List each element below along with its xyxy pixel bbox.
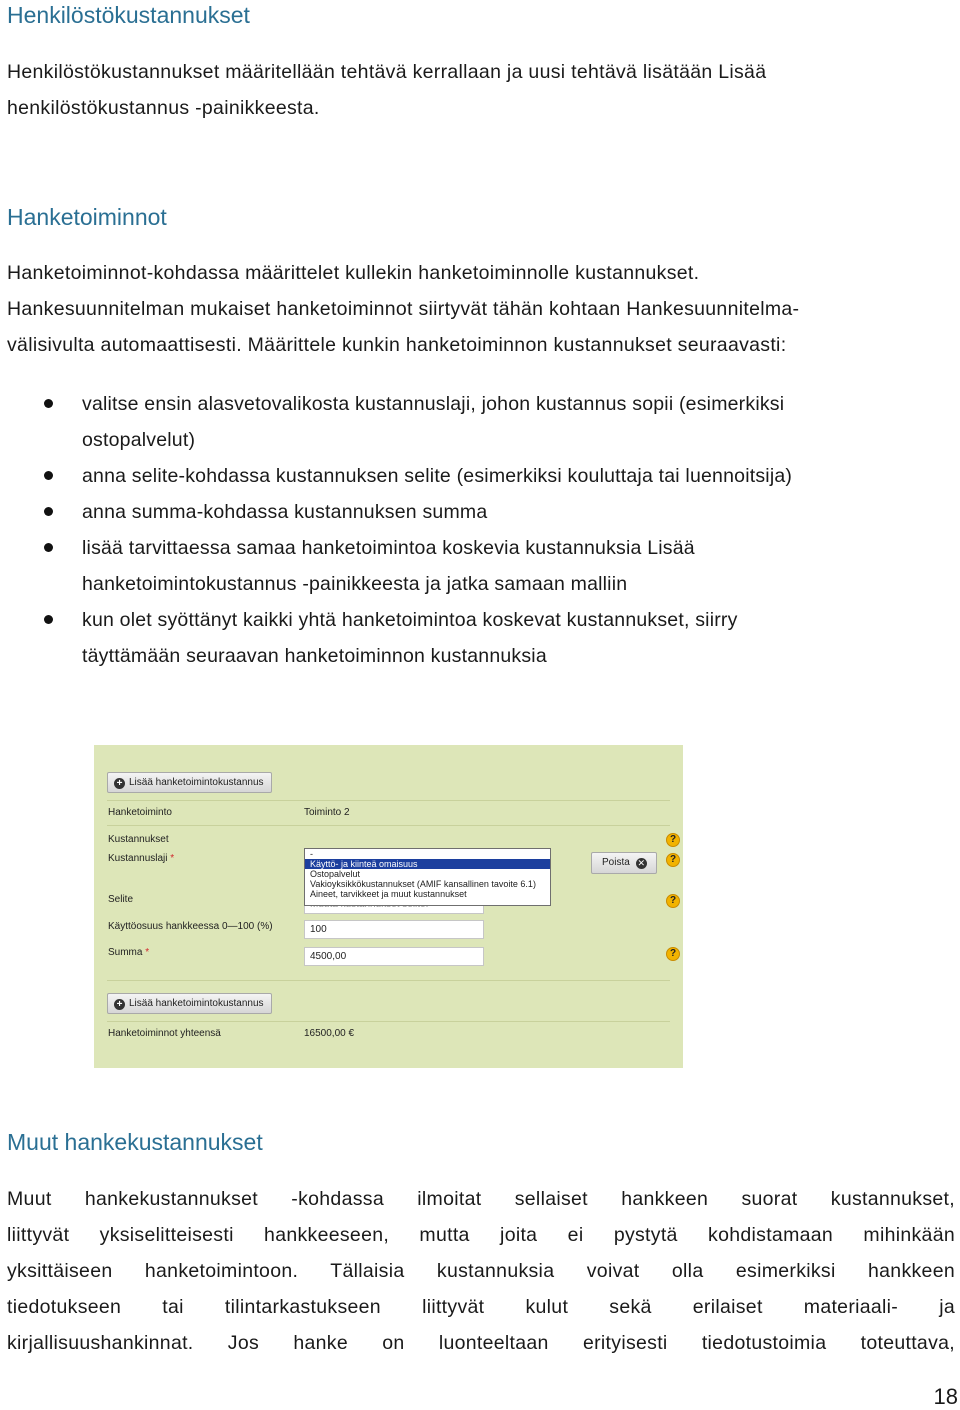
help-icon[interactable]: ? (666, 833, 680, 847)
dropdown-option[interactable]: Vakioyksikkökustannukset (AMIF kansallinen tavoite 6.1) (310, 879, 536, 889)
text-line: Hankesuunnitelman mukaiset hanketoiminnot siirtyvät tähän kohtaan Hankesuunnitelma- (7, 298, 800, 320)
hanketoiminto-label: Hanketoiminto (108, 807, 172, 818)
summa-label: Summa * (108, 947, 150, 958)
kayttoosuus-label: Käyttöosuus hankkeessa 0—100 (%) (108, 921, 273, 932)
kustannuslaji-label: Kustannuslaji * (108, 853, 175, 864)
list-item-line: anna selite-kohdassa kustannuksen selite (esimerkiksi kouluttaja tai luennoitsija) (82, 465, 793, 487)
list-item-line: hanketoimintokustannus -painikkeesta ja jatka samaan malliin (82, 573, 628, 595)
bullet-icon (44, 471, 53, 480)
heading-hanketoiminnot: Hanketoiminnot (7, 204, 167, 230)
text-line: välisivulta automaattisesti. Määrittele kunkin hanketoiminnon kustannukset seuraavasti: (7, 334, 787, 356)
form-screenshot (94, 745, 683, 1068)
list-item-line: kun olet syöttänyt kaikki yhtä hanketoimintoa koskevat kustannukset, siirry (82, 609, 738, 631)
page-number: 18 (933, 1384, 958, 1409)
text-line: yksittäiseen hanketoimintoon. Tällaisia kustannuksia voivat olla esimerkiksi hankkeen (7, 1260, 955, 1282)
dropdown-option[interactable]: Ostopalvelut (310, 869, 361, 879)
list-item-line: valitse ensin alasvetovalikosta kustannuslaji, johon kustannus sopii (esimerkiksi (82, 393, 785, 415)
summa-input[interactable]: 4500,00 (304, 947, 484, 966)
text-line: kirjallisuushankinnat. Jos hanke on luonteeltaan erityisesti tiedotustoimia toteuttava, (7, 1332, 955, 1354)
divider (107, 800, 670, 801)
text-line: liittyvät yksiselitteisesti hankkeeseen, mutta joita ei pystytä kohdistamaan mihinkään (7, 1224, 955, 1246)
text-line: Hanketoiminnot-kohdassa määrittelet kullekin hanketoiminnolle kustannukset. (7, 262, 700, 284)
paragraph-henkilostokustannukset (7, 54, 955, 126)
add-activity-cost-button-top[interactable] (107, 772, 272, 793)
list-item-line: täyttämään seuraavan hanketoiminnon kustannuksia (82, 645, 547, 667)
list-item-line: lisää tarvittaessa samaa hanketoimintoa koskevia kustannuksia Lisää (82, 537, 695, 559)
help-icon[interactable]: ? (666, 853, 680, 867)
selite-label: Selite (108, 894, 134, 905)
paragraph-hanketoiminnot (7, 255, 955, 363)
close-icon: ✕ (637, 858, 646, 868)
poista-label: Poista (602, 857, 630, 868)
list-item (0, 386, 960, 458)
kayttoosuus-input[interactable]: 100 (304, 920, 484, 939)
text-line: henkilöstökustannus -painikkeesta. (7, 97, 320, 119)
add-button-label: Lisää hanketoimintokustannus (129, 998, 264, 1009)
dropdown-option-selected[interactable]: Käyttö- ja kiinteä omaisuus (305, 859, 550, 869)
plus-icon: + (114, 999, 125, 1010)
bullet-icon (44, 543, 53, 552)
plus-icon: + (114, 778, 125, 789)
bullet-icon (44, 399, 53, 408)
paragraph-muut-hankekustannukset (7, 1181, 955, 1361)
instruction-list (0, 386, 960, 674)
list-item-line: anna summa-kohdassa kustannuksen summa (82, 501, 488, 523)
heading-henkilostokustannukset: Henkilöstökustannukset (7, 2, 250, 28)
divider (107, 980, 670, 981)
list-item (0, 602, 960, 674)
kustannukset-label: Kustannukset (108, 834, 169, 845)
divider (107, 825, 670, 826)
text-line: Henkilöstökustannukset määritellään tehtävä kerrallaan ja uusi tehtävä lisätään Lisää (7, 61, 767, 83)
total-value: 16500,00 € (304, 1028, 355, 1039)
dropdown-option[interactable]: Aineet, tarvikkeet ja muut kustannukset (310, 889, 467, 899)
text-line: Muut hankekustannukset -kohdassa ilmoitat sellaiset hankkeen suorat kustannukset, (7, 1188, 955, 1210)
kustannuslaji-dropdown[interactable] (304, 848, 551, 906)
add-button-label: Lisää hanketoimintokustannus (129, 777, 264, 788)
list-item (0, 530, 960, 602)
help-icon[interactable]: ? (666, 894, 680, 908)
heading-muut-hankekustannukset: Muut hankekustannukset (7, 1129, 263, 1155)
bullet-icon (44, 615, 53, 624)
list-item (0, 494, 960, 530)
dropdown-option[interactable]: - (310, 849, 313, 859)
add-activity-cost-button-bottom[interactable] (107, 993, 272, 1014)
list-item-line: ostopalvelut) (82, 429, 196, 451)
text-line: tiedotukseen tai tilintarkastukseen liittyvät kulut sekä erilaiset materiaali- ja (7, 1296, 955, 1318)
help-icon[interactable]: ? (666, 947, 680, 961)
total-label: Hanketoiminnot yhteensä (108, 1028, 221, 1039)
divider (107, 1021, 670, 1022)
poista-button[interactable] (591, 852, 657, 874)
hanketoiminto-value: Toiminto 2 (304, 807, 350, 818)
bullet-icon (44, 507, 53, 516)
list-item (0, 458, 960, 494)
